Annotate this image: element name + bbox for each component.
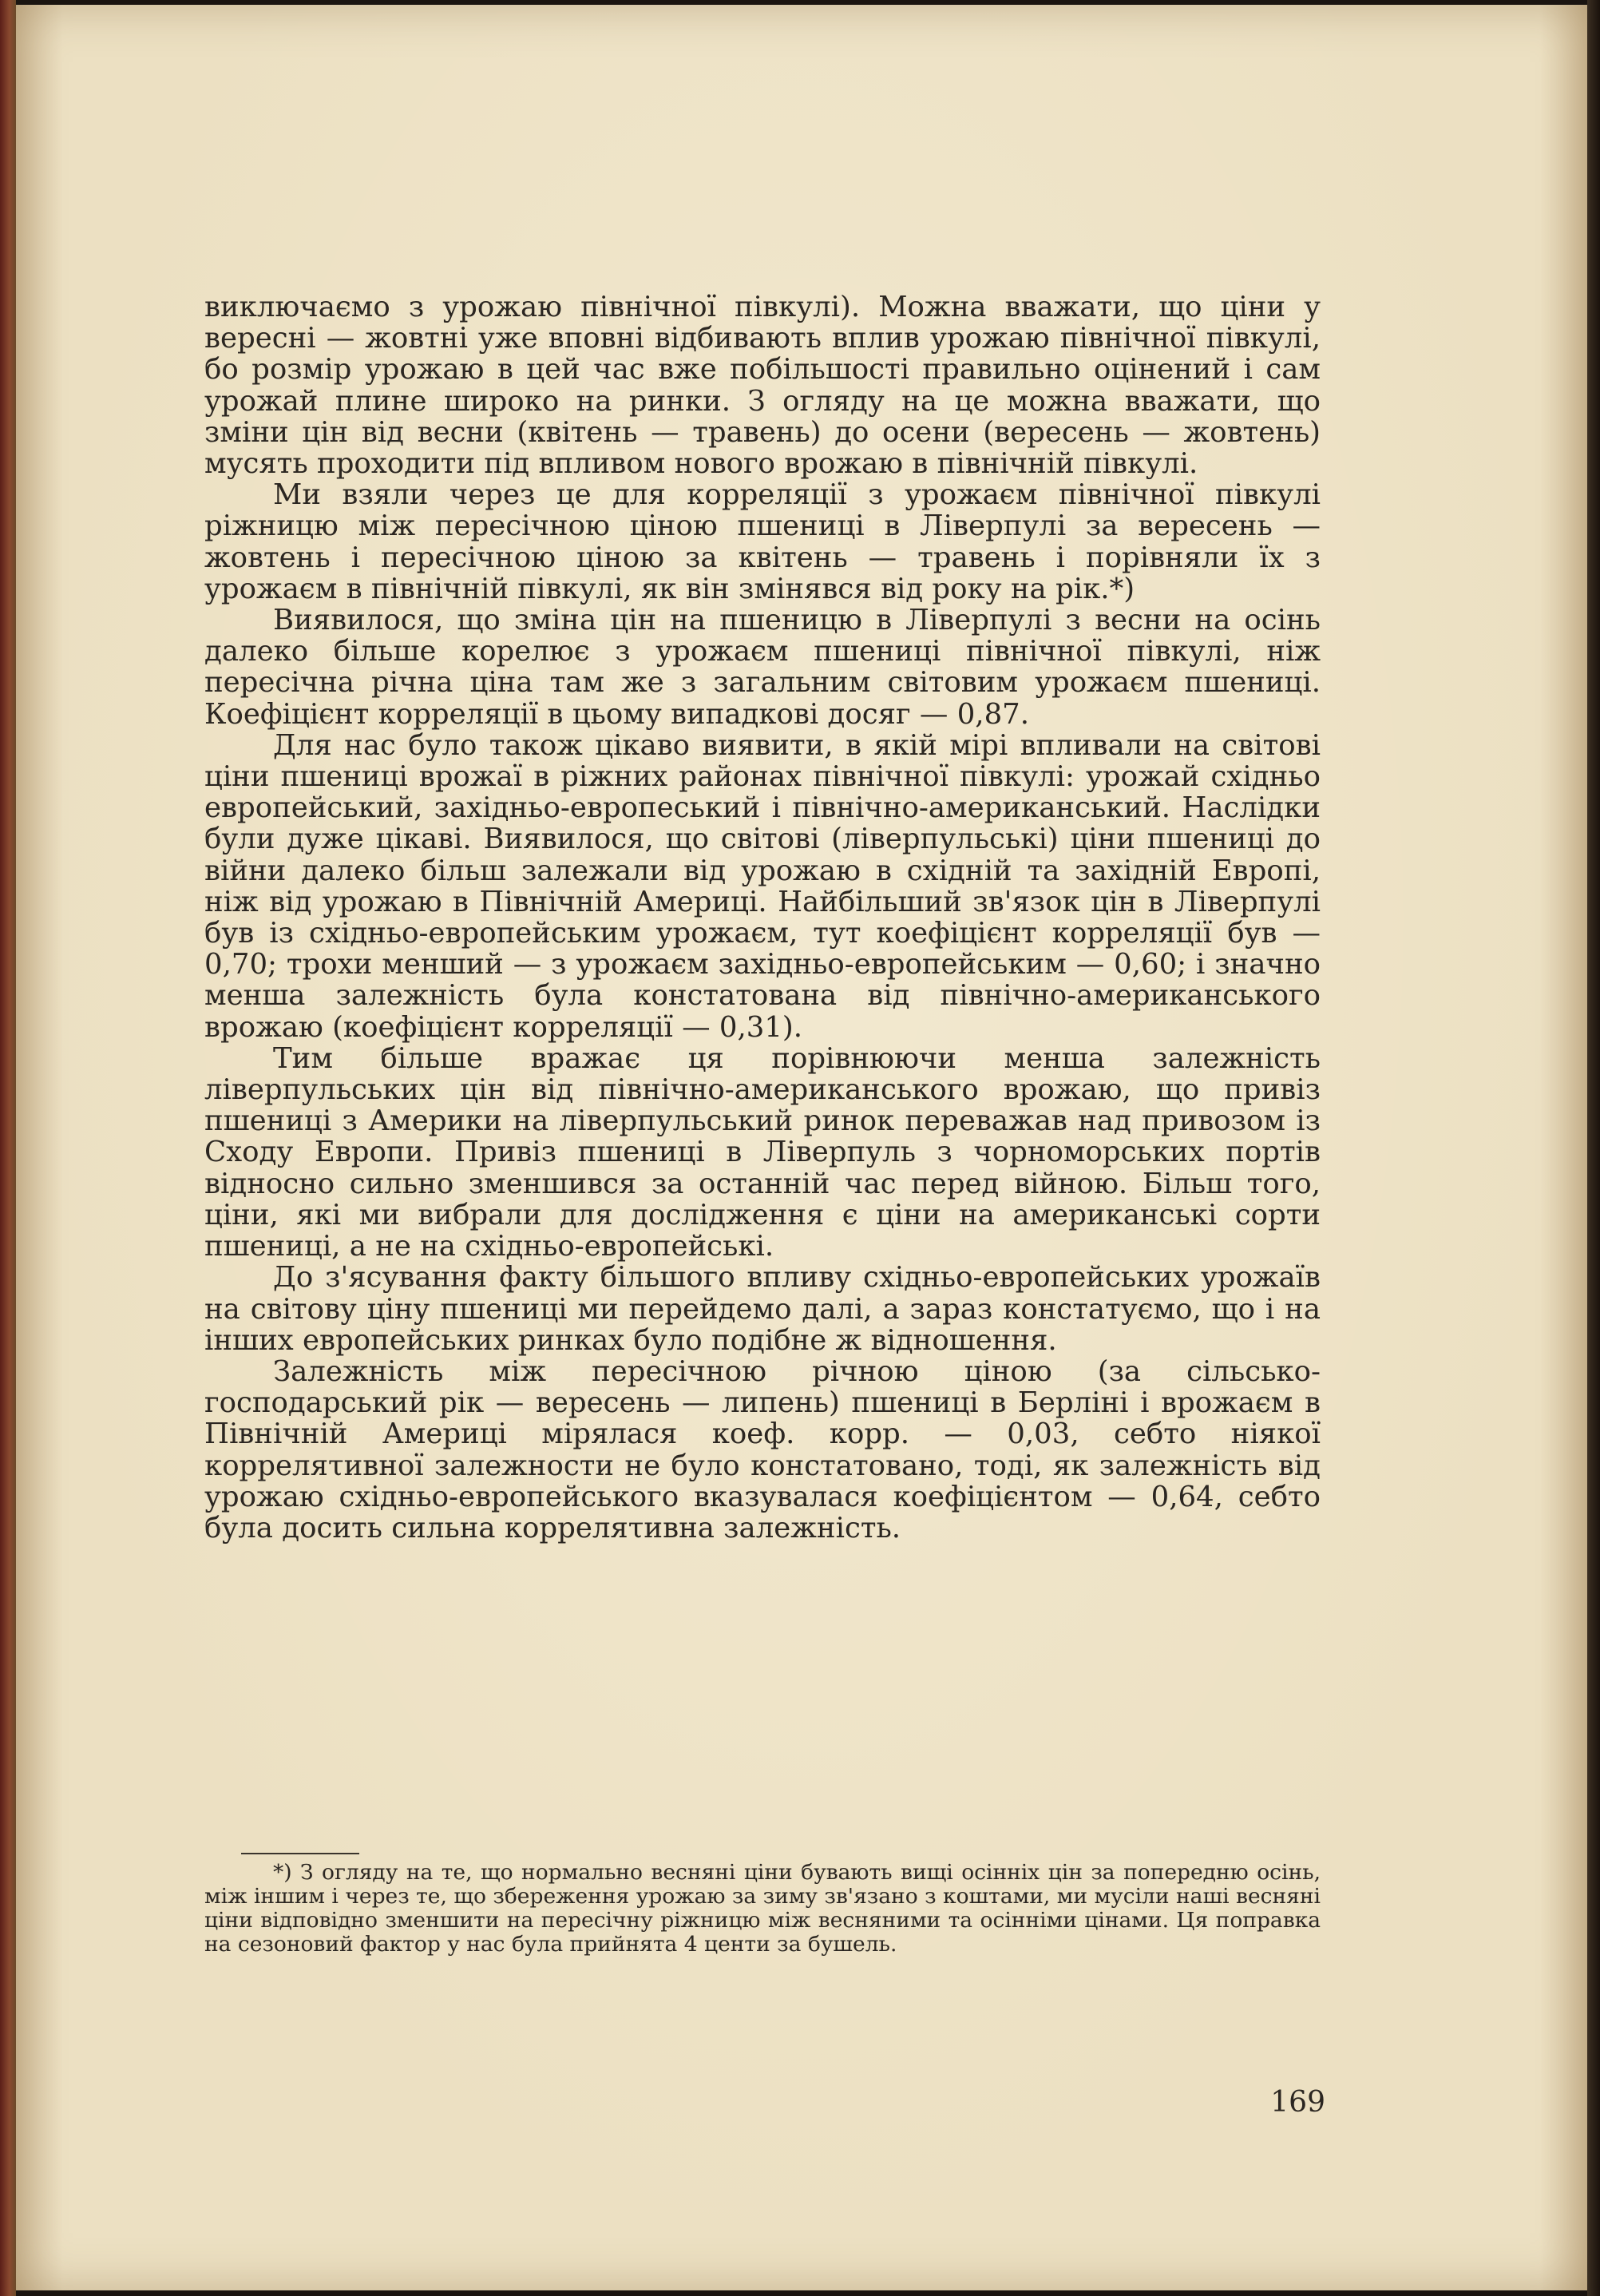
- book-right-edge: [1587, 0, 1600, 2296]
- footnote-divider: [241, 1853, 359, 1854]
- paragraph-5: Тим більше вражає ця порівнюючи менша залежність ліверпульських цін від північно-американського врожаю, що привіз пшениці з Америки на ліверпульський ринок переважав над привозом із Сходу Европи. Привіз пшениці в Ліверпуль з чорноморських портів відносно сильно зменшився за останній час перед війною. Більш того, ціни, які ми вибрали для дослідження є ціни на американські сорти пшениці, а не на східньо-европейські.: [204, 1041, 1321, 1263]
- footnote-text: *) З огляду на те, що нормально весняні ціни бувають вищі осінніх цін за попередню осінь, між іншим і через те, що збереження урожаю за зиму зв'язано з коштами, ми мусіли наші весняні ціни відповідно зменшити на пересічну ріжницю між весняними та осінніми цінами. Ця поправка на сезоновий фактор у нас була прийнята 4 центи за бушель.: [204, 1860, 1321, 1957]
- footnote: [204, 1861, 1321, 1957]
- book-spine-edge: [0, 0, 16, 2296]
- paragraph-6: До з'ясування факту більшого впливу східньо-европейських урожаїв на світову ціну пшениці ми перейдемо далі, а зараз констатуємо, що і на інших европейських ринках було подібне ж відношення.: [204, 1261, 1321, 1357]
- paragraph-7: Залежність між пересічною річною ціною (за сільсько-господарський рік — вересень — липень) пшениці в Берліні і врожаєм в Північній Америці мірялася коеф. корр. — 0,03, себто ніякої корреляτивної залежности не було констатовано, тоді, як залежність від урожаю східньо-европейського вказувалася коефіцієнтом — 0,64, себто була досить сильна корреляτивна залежність.: [204, 1354, 1321, 1545]
- paragraph-1: виключаємо з урожаю північної півкулі). Можна вважати, що ціни у вересні — жовтні уже вповні відбивають вплив урожаю північної півкулі, бо розмір урожаю в цей час вже побільшості правильно оцінений і сам урожай плине широко на ринки. З огляду на це можна вважати, що зміни цін від весни (квітень — травень) до осени (вересень — жовтень) мусять проходити під впливом нового врожаю в північній півкулі.: [204, 291, 1321, 481]
- page-number: 169: [1270, 2086, 1325, 2119]
- paragraph-3: Виявилося, що зміна цін на пшеницю в Ліверпулі з весни на осінь далеко більше корелює з урожаєм пшениці північної півкулі, ніж пересічна річна ціна там же з загальним світовим урожаєм пшениці. Коефіцієнт корреляції в цьому випадкові досяг — 0,87.: [204, 604, 1321, 731]
- body-text: [204, 291, 1321, 1544]
- paragraph-4: Для нас було також цікаво виявити, в якій мірі впливали на світові ціни пшениці врожаї в ріжних районах північної півкулі: урожай східньо европейський, західньо-европеський і північно-американський. Наслідки були дуже цікаві. Виявилося, що світові (ліверпульські) ціни пшениці до війни далеко більш залежали від урожаю в східній та західній Европі, ніж від урожаю в Північній Америці. Найбільший зв'язок цін в Ліверпулі був із східньо-европейським урожаєм, тут коефіцієнт корреляції був — 0,70; трохи менший — з урожаєм західньо-европейським — 0,60; і значно менша залежність була констатована від північно-американського врожаю (коефіцієнт корреляції — 0,31).: [204, 728, 1321, 1044]
- paragraph-2: Ми взяли через це для корреляції з урожаєм північної півкулі ріжницю між пересічною ціною пшениці в Ліверпулі за вересень — жовтень і пересічною ціною за квітень — травень і порівняли їх з урожаєм в північній півкулі, як він змінявся від року на рік.*): [204, 478, 1321, 605]
